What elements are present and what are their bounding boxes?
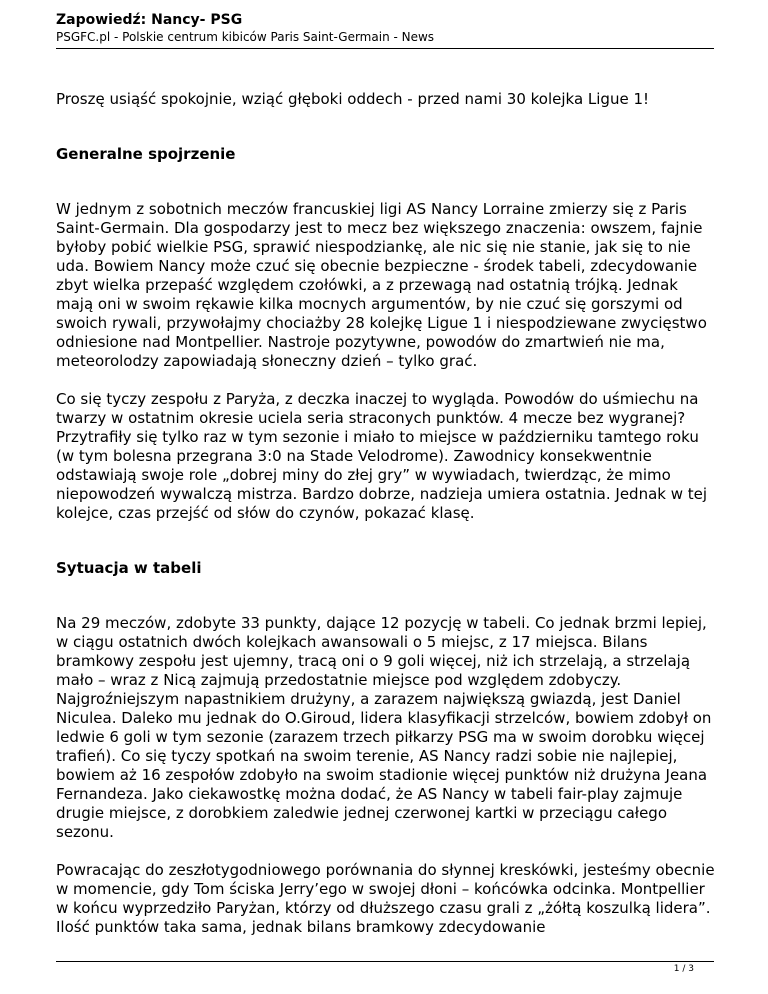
- section-heading-overview: Generalne spojrzenie: [56, 145, 236, 163]
- article-paragraph: W jednym z sobotnich meczów francuskiej ligi AS Nancy Lorraine zmierzy się z Paris Saint-Germain. Dla gospodarzy jest to mecz bez większego znaczenia: owszem, fajnie byłoby pobić wielkie PSG, sprawić niespodziankę, ale nic się nie stanie, jak się to nie uda. Bowiem Nancy może czuć się obecnie bezpieczne - środek tabeli, zdecydowanie zbyt wielka przepaść względem czołówki, a z przewagą nad ostatnią trójką. Jednak mają oni w swoim rękawie kilka mocnych argumentów, by nie czuć się gorszymi od swoich rywali, przywołajmy chociażby 28 kolejkę Ligue 1 i niespodziewane zwycięstwo odniesione nad Montpellier. Nastroje pozytywne, powodów do zmartwień nie ma, meteorolodzy zapowiadają słoneczny dzień – tylko grać.: [56, 200, 707, 370]
- article-intro: Proszę usiąść spokojnie, wziąć głęboki oddech - przed nami 30 kolejka Ligue 1!: [56, 90, 650, 108]
- page-header: [56, 12, 714, 49]
- document-title: Zapowiedź: Nancy- PSG: [56, 12, 243, 28]
- section-heading-table-situation: Sytuacja w tabeli: [56, 559, 202, 577]
- article-paragraph: Powracając do zeszłotygodniowego porównania do słynnej kreskówki, jesteśmy obecnie w momencie, gdy Tom ściska Jerry’ego w swojej dłoni – końcówka odcinka. Montpellier w końcu wyprzedziło Paryżan, którzy od dłuższego czasu grali z „żółtą koszulką lidera”. Ilość punktów taka sama, jednak bilans bramkowy zdecydowanie: [56, 861, 715, 936]
- page-number: 1 / 3: [673, 964, 694, 974]
- article-paragraph: Na 29 meczów, zdobyte 33 punkty, dające 12 pozycję w tabeli. Co jednak brzmi lepiej, w ciągu ostatnich dwóch kolejkach awansowali o 5 miejsc, z 17 miejsca. Bilans bramkowy zespołu jest ujemny, tracą oni o 9 goli więcej, niż ich strzelają, a strzelają mało – wraz z Nicą zajmują przedostatnie miejsce pod względem zdobyczy. Najgroźniejszym napastnikiem drużyny, a zarazem największą gwiazdą, jest Daniel Niculea. Daleko mu jednak do O.Giroud, lidera klasyfikacji strzelców, bowiem zdobył on ledwie 6 goli w tym sezonie (zarazem trzech piłkarzy PSG ma w swoim dorobku więcej trafień). Co się tyczy spotkań na swoim terenie, AS Nancy radzi sobie nie najlepiej, bowiem aż 16 zespołów zdobyło na swoim stadionie więcej punktów niż drużyna Jeana Fernandeza. Jako ciekawostkę można dodać, że AS Nancy w tabeli fair-play zajmuje drugie miejsce, z dorobkiem zaledwie jednej czerwonej kartki w przeciągu całego sezonu.: [56, 614, 712, 841]
- document-source: PSGFC.pl - Polskie centrum kibiców Paris Saint-Germain - News: [56, 30, 435, 44]
- article-paragraph: Co się tyczy zespołu z Paryża, z deczka inaczej to wygląda. Powodów do uśmiechu na twarzy w ostatnim okresie uciela seria straconych punktów. 4 mecze bez wygranej? Przytrafiły się tylko raz w tym sezonie i miało to miejsce w październiku tamtego roku (w tym bolesna przegrana 3:0 na Stade Velodrome). Zawodnicy konsekwentnie odstawiają swoje role „dobrej miny do złej gry” w wywiadach, twierdząc, że mimo niepowodzeń wywalczą mistrza. Bardzo dobrze, nadzieja umiera ostatnia. Jednak w tej kolejce, czas przejść od słów do czynów, pokazać klasę.: [56, 390, 708, 522]
- page-footer: [56, 961, 714, 974]
- article-body: [56, 90, 716, 956]
